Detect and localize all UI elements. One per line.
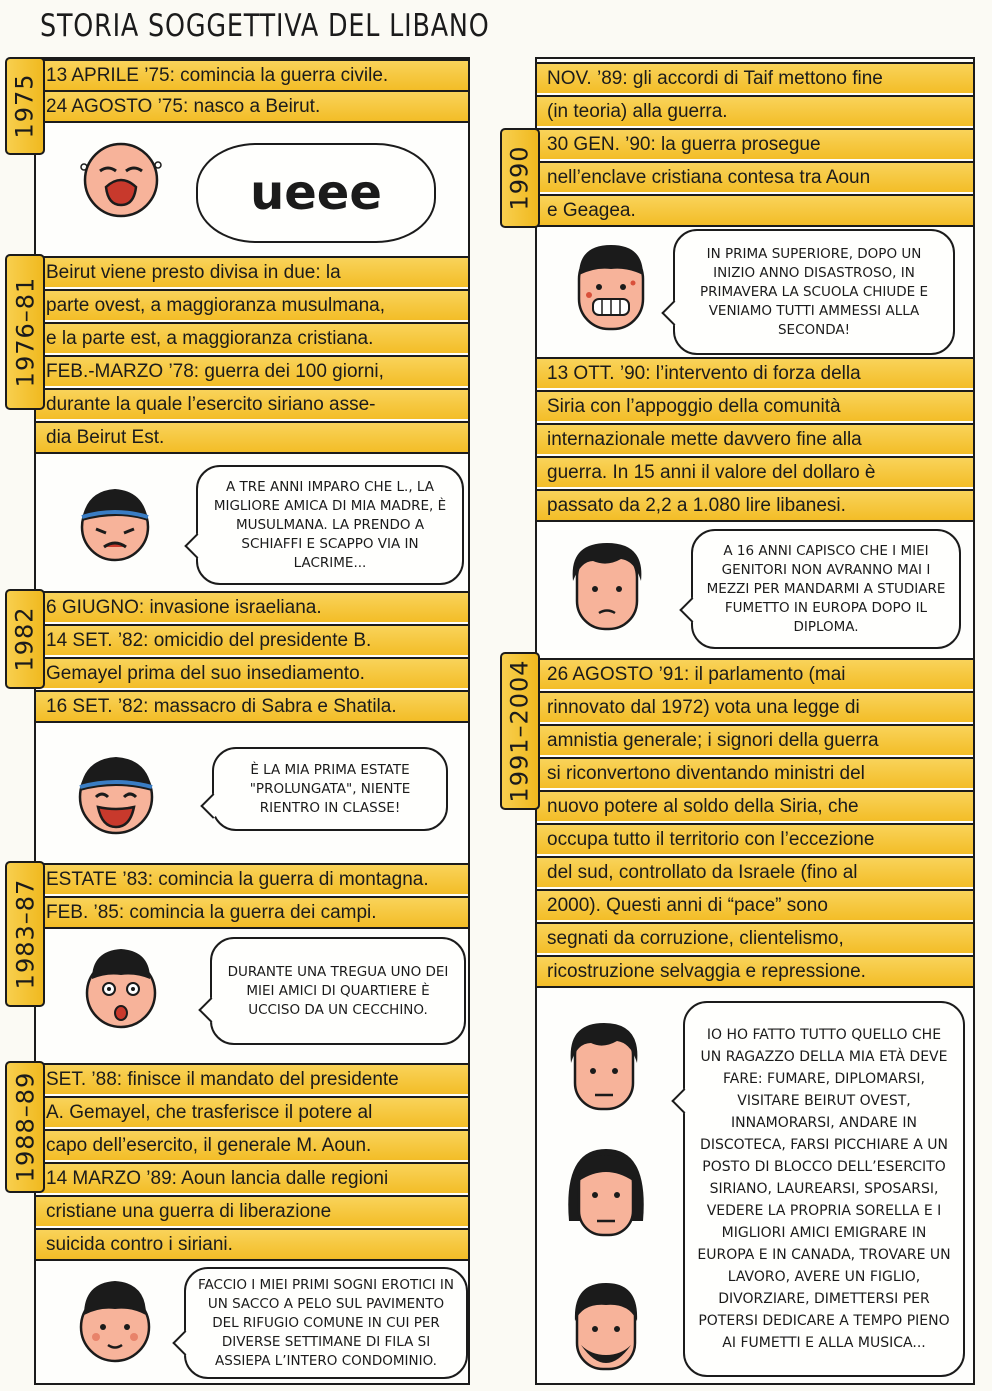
timeline-line: 13 APRILE ’75: comincia la guerra civile. [36,59,468,90]
year-label: 1991–2004 [506,659,534,803]
timeline-line: ESTATE ’83: comincia la guerra di montagna. [36,863,468,894]
crying-baby-face [78,137,164,223]
bubble-tail [200,793,225,818]
bubble-text: A 16 ANNI CAPISCO CHE I MIEI GENITORI NON AVRANNO MAI I MEZZI PER MANDARMI A STUDIARE FUMETTO IN EUROPA DOPO IL DIPLOMA. [706,542,946,635]
panel-1983-87 [36,931,468,1051]
bearded-man-face [561,1275,651,1375]
speech-bubble [196,465,464,585]
year-tab-1975 [5,57,45,155]
year-label: 1975 [11,73,40,139]
shocked-boy-face [76,939,166,1035]
timeline-line: internazionale mette davvero fine alla [537,423,973,454]
timeline-line: nuovo potere al soldo della Siria, che [537,790,973,821]
grinning-teen-face [563,235,659,339]
bubble-text: IN PRIMA SUPERIORE, DOPO UN INIZIO ANNO DISASTROSO, IN PRIMAVERA LA SCUOLA CHIUDE E VENIAMO TUTTI AMMESSI ALLA SECONDA! [699,245,929,338]
bubble-tail [172,1330,197,1355]
bubble-text: DURANTE UNA TREGUA UNO DEI MIEI AMICI DI QUARTIERE È UCCISO DA UN CECCHINO. [227,963,449,1018]
timeline-line: 24 AGOSTO ’75: nasco a Beirut. [36,90,468,123]
timeline-line: dia Beirut Est. [36,421,468,454]
timeline-line: 13 OTT. ’90: l’intervento di forza della [537,357,973,388]
timeline-line: del sud, controllato da Israele (fino al [537,856,973,887]
right-timeline-column [535,57,975,1385]
timeline-line: cristiane una guerra di liberazione [36,1195,468,1226]
speech-bubble [691,529,961,649]
speech-bubble [210,937,466,1045]
panel-1991-2004 [537,995,973,1383]
panel-1990-b [537,525,973,655]
timeline-line: rinnovato dal 1972) vota una legge di [537,691,973,722]
timeline-line: 16 SET. ’82: massacro di Sabra e Shatila. [36,690,468,723]
timeline-line: capo dell’esercito, il generale M. Aoun. [36,1129,468,1160]
timeline-line: parte ovest, a maggioranza musulmana, [36,289,468,320]
year-label: 1990 [506,145,535,211]
timeline-line: amnistia generale; i signori della guerra [537,724,973,755]
panel-1976-81 [36,455,468,585]
panel-1988-89 [36,1263,468,1383]
page-title: STORIA SOGGETTIVA DEL LIBANO [40,8,490,44]
bubble-tail [679,597,704,622]
timeline-line: 6 GIUGNO: invasione israeliana. [36,591,468,622]
bubble-text: IO HO FATTO TUTTO QUELLO CHE UN RAGAZZO DELLA MIA ETÀ DEVE FARE: FUMARE, DIPLOMARSI, VISITARE BEIRUT OVEST, INNAMORARSI, ANDARE IN DISCOTECA, FARSI PICCHIARE A UN POSTO DI BLOCCO DELL’ESERCITO SIRIANO, LAUREARSI, SPOSARSI, VEDERE LA PROPRIA SORELLA E I MIGLIORI AMICI EMIGRARE IN EUROPA E IN CANADA, TROVARE UN LAVORO, AVERE UN FIGLIO, DIVORZIARE, DIMETTERSI PER POTERSI DEDICARE A TEMPO PIENO AI FUMETTI E ALLA MUSICA... [697,1027,951,1351]
timeline-line: segnati da corruzione, clientelismo, [537,922,973,953]
panel-1982 [36,727,468,857]
timeline-line: nell’enclave cristiana contesa tra Aoun [537,161,973,192]
bubble-text: A TRE ANNI IMPARO CHE L., LA MIGLIORE AMICA DI MIA MADRE, È MUSULMANA. LA PRENDO A SCHIAFFI E SCAPPO VIA IN LACRIME... [213,478,447,571]
year-tab-1983-87 [5,861,45,1007]
year-tab-1988-89 [5,1061,45,1193]
year-tab-1976-81 [5,254,45,410]
young-man-face [559,1015,649,1115]
panel-1990-a [537,229,973,359]
timeline-line: 26 AGOSTO ’91: il parlamento (mai [537,658,973,689]
timeline-line: 30 GEN. ’90: la guerra prosegue [537,128,973,159]
timeline-line: FEB.-MARZO ’78: guerra dei 100 giorni, [36,355,468,386]
timeline-line: FEB. ’85: comincia la guerra dei campi. [36,896,468,929]
timeline-line: Siria con l’appoggio della comunità [537,390,973,421]
timeline-line: 2000). Questi anni di “pace” sono [537,889,973,920]
timeline-line: Gemayel prima del suo insediamento. [36,657,468,688]
left-timeline-column [34,57,470,1385]
timeline-line: e Geagea. [537,194,973,227]
bubble-text: FACCIO I MIEI PRIMI SOGNI EROTICI IN UN SACCO A PELO SUL PAVIMENTO DEL RIFUGIO COMUNE IN CUI PER DIVERSE SETTIMANE DI FILA SI ASSIEPA L’INTERO CONDOMINIO. [198,1276,454,1369]
year-tab-1990 [500,128,540,228]
long-haired-man-face [561,1141,651,1241]
timeline-line: ricostruzione selvaggia e repressione. [537,955,973,988]
timeline-line: occupa tutto il territorio con l’eccezione [537,823,973,854]
timeline-line: SET. ’88: finisce il mandato del presidente [36,1063,468,1094]
timeline-line: A. Gemayel, che trasferisce il potere al [36,1096,468,1127]
speech-bubble [212,747,448,831]
timeline-line: (in teoria) alla guerra. [537,95,973,126]
timeline-line: suicida contro i siriani. [36,1228,468,1261]
crying-child-face [70,481,160,565]
timeline-line: durante la quale l’esercito siriano asse- [36,388,468,419]
year-label: 1976–81 [11,276,39,388]
panel-1975 [36,129,468,249]
timeline-line: e la parte est, a maggioranza cristiana. [36,322,468,353]
year-label: 1982 [11,606,40,672]
bubble-tail [671,1089,696,1114]
teen-boy-face [70,1273,160,1369]
year-label: 1983–87 [11,878,39,990]
speech-bubble [673,229,955,355]
timeline-line: 14 SET. ’82: omicidio del presidente B. [36,624,468,655]
bubble-tail [198,998,223,1023]
year-tab-1991-2004 [500,652,540,810]
timeline-line: passato da 2,2 a 1.080 lire libanesi. [537,489,973,522]
cry-text: ueee [250,165,382,221]
bubble-tail [661,300,686,325]
timeline-line: guerra. In 15 anni il valore del dollaro è [537,456,973,487]
speech-bubble [184,1267,468,1379]
year-label: 1988–89 [11,1071,39,1183]
bubble-tail [184,533,209,558]
cry-speech-bubble [196,143,436,243]
timeline-line: 14 MARZO ’89: Aoun lancia dalle regioni [36,1162,468,1193]
sad-teen-face [559,535,655,639]
laughing-child-face [66,747,166,839]
timeline-line: si riconvertono diventando ministri del [537,757,973,788]
timeline-line: Beirut viene presto divisa in due: la [36,256,468,287]
bubble-text: È LA MIA PRIMA ESTATE "PROLUNGATA", NIENTE RIENTRO IN CLASSE! [249,761,411,816]
year-tab-1982 [5,589,45,689]
speech-bubble [683,1001,965,1377]
timeline-line: NOV. ’89: gli accordi di Taif mettono fine [537,62,973,93]
